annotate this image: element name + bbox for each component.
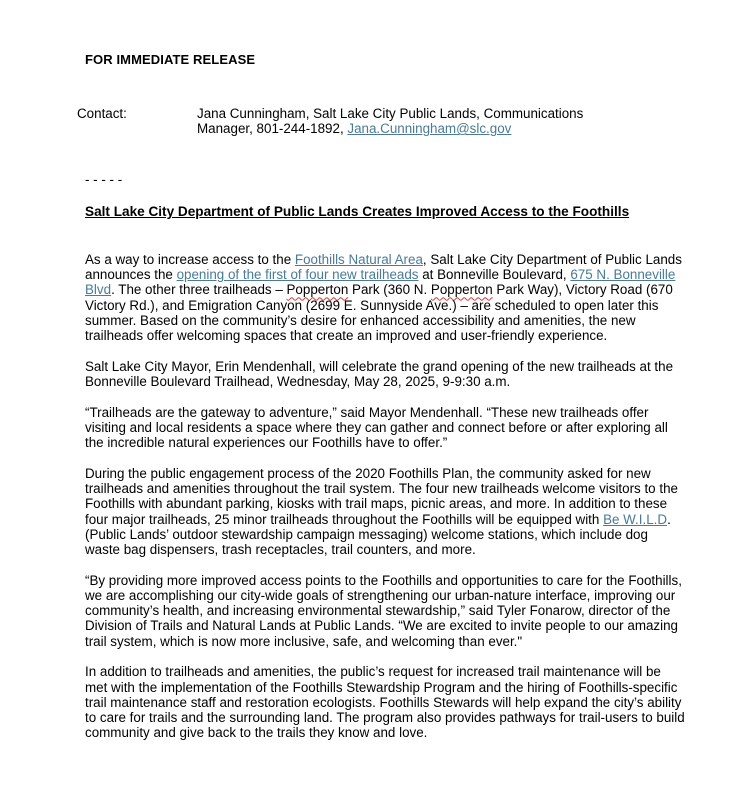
- paragraph-text: . (Public Lands’ outdoor stewardship campaign messaging) welcome stations, which include dog waste bag dispensers, trash receptacles, trail counters, and more.: [85, 511, 671, 558]
- section-separator: - - - - -: [85, 172, 123, 187]
- paragraph-text: Park Way), Victory Road (670 Victory Rd.), and Emigration Canyon (2699 E. Sunnyside Ave.) – are scheduled to open later this summer. Based on the community’s desire for enhanced accessibility and amenities, the new trailheads offer welcoming spaces that create an improved and user-friendly experience.: [85, 282, 673, 344]
- be-wild-link[interactable]: Be W.I.L.D: [603, 511, 668, 527]
- paragraph-text: During the public engagement process of the 2020 Foothills Plan, the community asked for new trailheads and amenities throughout the trail system. The four new trailheads welcome visitors to the Foothills with abundant parking, kiosks with trail maps, picnic areas, and more. In addition to these four major trailheads, 25 minor trailheads throughout the Foothills will be equipped with: [85, 466, 678, 527]
- paragraph-4: [85, 466, 685, 557]
- paragraph-text: As a way to increase access to the: [85, 252, 295, 267]
- paragraph-text: . The other three trailheads –: [111, 282, 287, 298]
- foothills-natural-area-link[interactable]: Foothills Natural Area: [294, 252, 423, 267]
- paragraph-3: “Trailheads are the gateway to adventure,” said Mayor Mendenhall. “These new trailheads offer visiting and local residents a space where they can gather and connect before or after exploring all the incredible natural experiences our Foothills have to offer.”: [85, 404, 668, 451]
- contact-details: [197, 106, 617, 136]
- contact-label: Contact:: [77, 106, 127, 121]
- paragraph-6: In addition to trailheads and amenities, the public’s request for increased trail maintenance will be met with the implementation of the Foothills Stewardship Program and the hiring of Foothills-specific trail maintenance staff and restoration ecologists. Foothills Stewards will help expand the city’s ability to care for trails and the surrounding land. The program also provides pathways for trail-users to build community and give back to the trails they know and love.: [85, 664, 685, 741]
- contact-email-link[interactable]: Jana.Cunningham@slc.gov: [347, 121, 512, 137]
- trailheads-opening-link[interactable]: opening of the first of four new trailheads: [176, 267, 419, 283]
- contact-line-2: Manager, 801-244-1892,: [197, 121, 348, 137]
- press-release-body: [85, 252, 685, 756]
- paragraph-text: , Salt Lake City Department of Public Lands announces the: [85, 252, 682, 283]
- paragraph-1: [85, 252, 685, 343]
- release-heading: FOR IMMEDIATE RELEASE: [85, 52, 256, 67]
- spellcheck-word: Popperton: [286, 282, 349, 298]
- bonneville-address-link[interactable]: 675 N. Bonneville Blvd: [85, 267, 676, 298]
- contact-line-1: Jana Cunningham, Salt Lake City Public Lands, Communications: [197, 106, 584, 121]
- press-release-headline: Salt Lake City Department of Public Lands Creates Improved Access to the Foothills: [85, 204, 630, 219]
- paragraph-text: at Bonneville Boulevard,: [418, 267, 571, 283]
- paragraph-5: “By providing more improved access points to the Foothills and opportunities to care for the Foothills, we are accomplishing our city-wide goals of strengthening our urban-nature interface, improving our community’s health, and increasing environmental stewardship,” said Tyler Fonarow, director of the Division of Trails and Natural Lands at Public Lands. “We are excited to invite people to our amazing trail system, which is now more inclusive, safe, and welcoming than ever.": [85, 572, 682, 649]
- paragraph-2: Salt Lake City Mayor, Erin Mendenhall, will celebrate the grand opening of the new trailheads at the Bonneville Boulevard Trailhead, Wednesday, May 28, 2025, 9-9:30 a.m.: [85, 358, 674, 390]
- spellcheck-word: Popperton: [430, 282, 493, 298]
- paragraph-text: Park (360 N.: [348, 282, 431, 298]
